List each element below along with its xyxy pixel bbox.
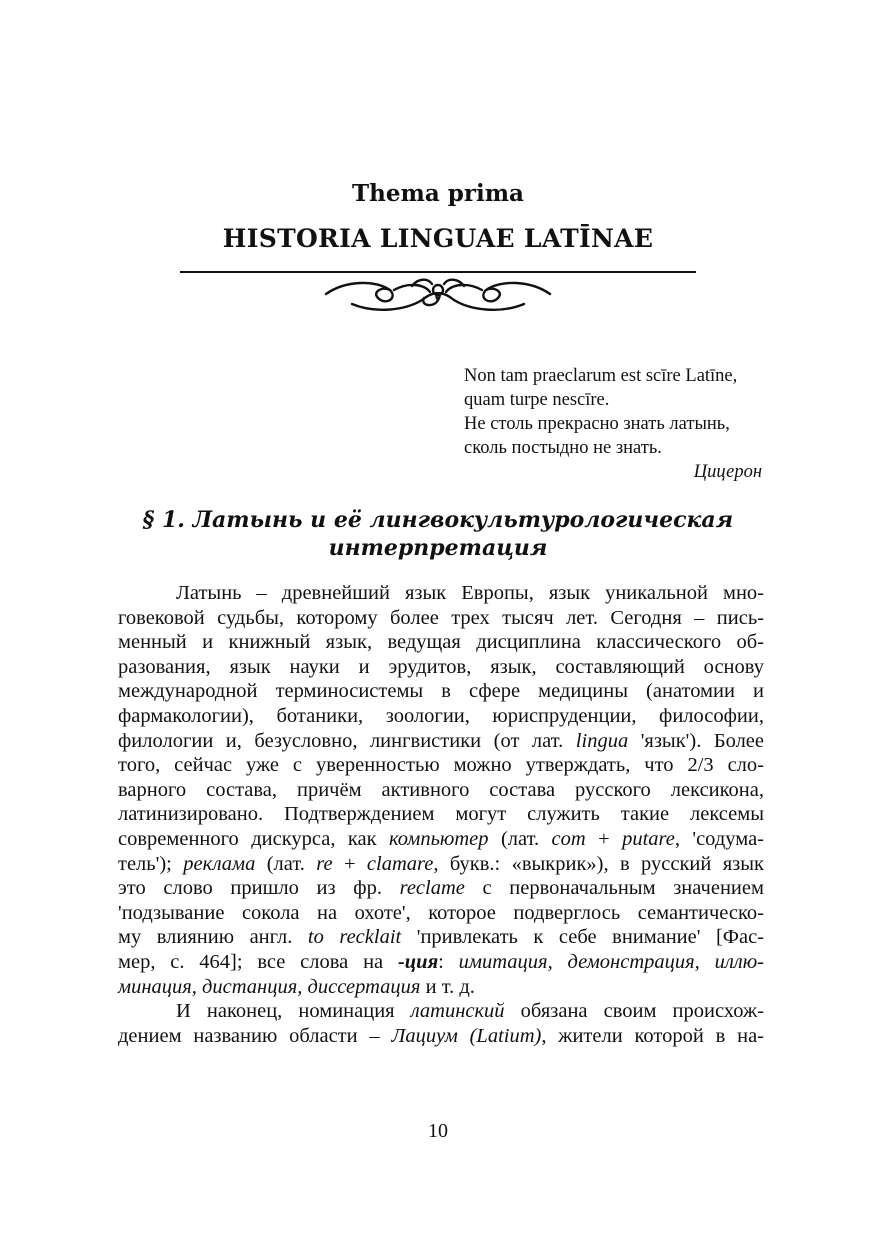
italic-term: латинский (410, 1000, 505, 1023)
text-run: мер, с. 464]; все слова на (118, 950, 398, 973)
text-run: Латынь – древнейший язык Европы, язык уникальной мно- (176, 582, 764, 604)
flourish-icon (326, 280, 550, 310)
paragraph (118, 581, 764, 999)
text-run: говековой судьбы, которому более трех тысяч лет. Сегодня – пись- (118, 606, 764, 629)
italic-term: to recklait (307, 926, 402, 949)
text-run: это слово пришло из фр. (118, 877, 400, 900)
text-line (118, 827, 764, 852)
text-line (118, 975, 764, 1000)
italic-term: Лациум (Latium) (391, 1024, 542, 1047)
text-run: латинизировано. Подтверждением могут служить такие лексемы (118, 803, 764, 826)
italic-term: putare (622, 827, 675, 850)
epigraph-author: Цицерон (693, 462, 762, 482)
text-line (118, 802, 764, 827)
text-run: , 'содума- (674, 827, 764, 850)
text-run: (лат. (488, 827, 552, 850)
text-line (118, 581, 764, 606)
section-title-line: § 1. Латынь и её лингвокультурологическая (142, 507, 734, 533)
section-title (110, 506, 766, 562)
epigraph-line: сколь постыдно не знать. (464, 438, 662, 458)
italic-term: com (551, 827, 586, 850)
text-line (118, 876, 764, 901)
text-line (118, 630, 764, 655)
text-run: варного состава, причём активного состава русского лексикона, (118, 778, 764, 801)
text-run: , букв.: «выкрик»), в русский язык (433, 852, 765, 875)
epigraph (464, 364, 764, 484)
text-run: дением названию области – (118, 1024, 392, 1047)
text-line (118, 1024, 764, 1049)
text-line (118, 778, 764, 803)
body-text (118, 581, 764, 1048)
italic-term: компьютер (388, 827, 489, 850)
text-run: 'подзывание сокола на охоте', которое подверглось семантическо- (118, 901, 764, 924)
text-run: 'язык'). Более (628, 729, 765, 752)
text-run: : (438, 950, 459, 973)
text-line (118, 925, 764, 950)
text-run: (лат. (255, 852, 317, 875)
epigraph-line: Не столь прекрасно знать латынь, (464, 414, 730, 434)
text-line (118, 704, 764, 729)
text-run: современного дискурса, как (118, 827, 389, 850)
chapter-title: HISTORIA LINGUAE LATĪNAE (222, 224, 654, 253)
text-line (118, 679, 764, 704)
italic-term: реклама (183, 852, 256, 875)
text-line (118, 901, 764, 926)
italic-term: минация, дистанция, диссертация (118, 975, 421, 998)
text-run: , жители которой в на- (541, 1024, 764, 1047)
text-run: му влиянию англ. (118, 926, 308, 949)
text-line (118, 655, 764, 680)
italic-term: reclame (399, 877, 465, 900)
text-run: + (585, 827, 623, 850)
paragraph (118, 999, 764, 1048)
text-run: 'привлекать к себе внимание' [Фас- (401, 926, 764, 949)
text-run: фармакологии), ботаники, зоологии, юриспруденции, философии, (118, 704, 764, 727)
epigraph-line: quam turpe nescīre. (464, 390, 610, 410)
text-line (118, 852, 764, 877)
text-run: + (332, 852, 367, 875)
thema-heading: Thema prima (352, 180, 524, 207)
epigraph-line: Non tam praeclarum est scīre Latīne, (464, 366, 738, 386)
text-run: международной терминосистемы в сфере медицины (анатомии и (118, 680, 764, 703)
text-run: и т. д. (420, 975, 475, 998)
text-run: И наконец, номинация (176, 1000, 411, 1023)
text-line (118, 999, 764, 1024)
italic-term: -ция (397, 950, 439, 973)
italic-term: имитация, демонстрация, иллю- (458, 950, 765, 973)
text-run: менный и книжный язык, ведущая дисциплина классического об- (118, 631, 764, 654)
page-number: 10 (428, 1120, 448, 1142)
text-run: с первоначальным значением (464, 877, 764, 900)
italic-term: re (316, 852, 333, 875)
italic-term: lingua (575, 729, 629, 752)
text-line (118, 753, 764, 778)
italic-term: clamare (366, 852, 434, 875)
text-run: того, сейчас уже с уверенностью можно утверждать, что 2/3 сло- (118, 754, 764, 777)
text-run: обязана своим происхож- (504, 1000, 765, 1023)
ornamental-divider (176, 268, 700, 318)
text-line (118, 606, 764, 631)
text-line (118, 950, 764, 975)
text-run: тель'); (118, 852, 184, 875)
section-title-line: интерпретация (328, 535, 548, 561)
text-run: филологии и, безусловно, лингвистики (от лат. (118, 729, 576, 752)
text-line (118, 729, 764, 754)
text-run: разования, язык науки и эрудитов, язык, составляющий основу (118, 655, 764, 678)
